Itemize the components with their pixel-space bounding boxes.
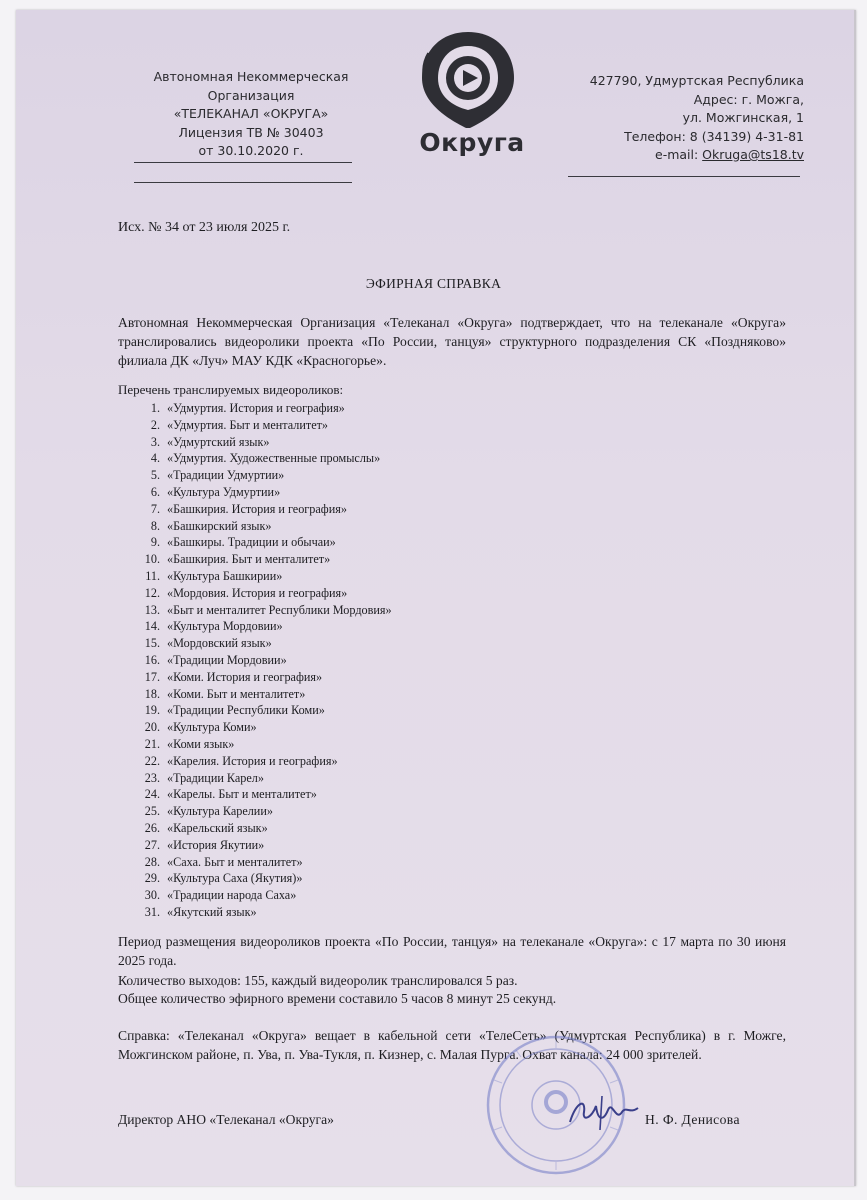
video-list-item [118,786,392,803]
video-number: 15. [144,636,160,651]
email-link[interactable]: Okruga@ts18.tv [702,147,804,162]
video-list-item [118,719,392,736]
org-line: от 30.10.2020 г. [198,143,304,158]
email-prefix: e-mail: [655,147,703,162]
contact-block [564,72,804,165]
video-number: 25. [144,804,160,819]
video-number: 1. [150,401,160,415]
video-list-item [118,467,392,484]
video-title: «Культура Мордовии» [167,619,283,634]
video-number: 12. [144,585,160,600]
video-list-item [118,450,392,467]
document-page [16,10,856,1186]
video-title: «Традиции Карел» [167,770,264,785]
video-title: «Традиции Республики Коми» [167,703,325,718]
video-title: «Традиции народа Саха» [167,888,297,903]
video-number: 11. [145,568,160,583]
video-title: «Якутский язык» [167,904,257,919]
video-title: «Мордовия. История и география» [167,585,348,600]
org-line: Автономная Некоммерческая [153,69,349,84]
video-list-item [118,417,392,434]
video-title: «Удмуртия. История и география» [167,401,345,415]
video-number: 30. [144,888,160,903]
video-list-item [118,803,392,820]
video-title: «Удмуртия. Художественные промыслы» [167,451,381,466]
video-list-item [118,602,392,619]
org-line: Организация [207,87,295,103]
video-number: 27. [144,837,160,852]
video-list-item [118,770,392,787]
count-line: Количество выходов: 155, каждый видеоролик транслировался 5 раз. [118,973,518,988]
video-list-item [118,501,392,518]
signature-icon [564,1092,644,1132]
video-number: 10. [144,552,160,567]
video-number: 7. [150,501,160,516]
video-list-item [118,400,392,417]
logo-text: Округа [419,128,525,157]
video-number: 26. [144,820,160,835]
address-line: ул. Можгинская, 1 [682,110,804,125]
video-number: 4. [150,451,160,466]
video-number: 17. [144,669,160,684]
video-number: 3. [150,434,160,449]
video-number: 21. [144,736,160,751]
address-line: 427790, Удмуртская Республика [589,73,804,88]
video-title: «Карелы. Быт и менталитет» [167,787,317,802]
video-list-item [118,652,392,669]
video-title: «Культура Башкирии» [167,568,283,583]
video-title: «Карельский язык» [167,820,268,835]
video-number: 5. [150,468,160,483]
divider-line [568,176,800,177]
video-list-item [118,702,392,719]
organization-block [136,68,366,161]
video-list-item [118,854,392,871]
period-paragraph: Период размещения видеороликов проекта «По России, танцуя» на телеканале «Округа»: с 17 марта по 30 июня 2025 года. [118,934,786,968]
video-number: 31. [144,904,160,919]
video-list-item [118,484,392,501]
video-title: «Культура Карелии» [167,804,273,819]
video-list-item [118,686,392,703]
video-list-item [118,618,392,635]
divider-line [134,162,352,163]
video-list-item [118,434,392,451]
video-list-item [118,551,392,568]
video-title: «Башкиры. Традиции и обычаи» [167,535,336,550]
video-title: «Мордовский язык» [167,636,272,651]
video-title: «Культура Удмуртии» [167,484,281,499]
video-number: 29. [144,871,160,886]
phone-line: Телефон: 8 (34139) 4-31-81 [624,128,804,144]
video-list-item [118,635,392,652]
signer-name: Н. Ф. Денисова [645,1112,740,1127]
video-list-item [118,904,392,921]
video-number: 14. [144,619,160,634]
video-number: 23. [144,770,160,785]
video-title: «Традиции Мордовии» [167,652,287,667]
page-title: ЭФИРНАЯ СПРАВКА [365,276,502,291]
org-line: «ТЕЛЕКАНАЛ «ОКРУГА» [173,106,329,121]
coverage-paragraph: Справка: «Телеканал «Округа» вещает в кабельной сети «ТелеСеть» (Удмуртская Республика) в г. Можге, Можгинском районе, п. Ува, п. Ува-Тукля, п. Кизнер, с. Малая Пурга. Охват канала: 24 000 зрителей. [118,1028,786,1062]
video-title: «Культура Саха (Якутия)» [167,871,303,886]
video-list-item [118,820,392,837]
video-title: «Коми. Быт и менталитет» [167,686,306,701]
video-title: «Удмуртский язык» [167,434,270,449]
video-list-item [118,870,392,887]
video-title: «Карелия. История и география» [167,753,338,768]
video-title: «Саха. Быт и менталитет» [167,854,303,869]
divider-line [134,182,352,183]
video-number: 28. [144,854,160,869]
video-number: 6. [150,484,160,499]
list-title: Перечень транслируемых видеороликов: [118,382,344,397]
address-line: Адрес: г. Можга, [693,91,804,107]
video-number: 18. [144,686,160,701]
video-list-item [118,669,392,686]
video-list-item [118,736,392,753]
video-title: «Башкирия. История и география» [167,501,347,516]
video-title: «Быт и менталитет Республики Мордовия» [167,602,392,617]
intro-paragraph: Автономная Некоммерческая Организация «Телеканал «Округа» подтверждает, что на телеканале «Округа» транслировались видеоролики проекта «По России, танцуя» структурного подразделения СК «Поздняково» филиала ДК «Луч» МАУ КДК «Красногорье». [118,315,786,368]
video-title: «Коми. История и география» [167,669,323,684]
video-title: «Культура Коми» [167,720,257,735]
video-number: 13. [144,602,160,617]
video-number: 16. [144,652,160,667]
video-list-item [118,837,392,854]
video-title: «Башкирский язык» [167,518,272,533]
video-number: 2. [150,417,160,432]
video-number: 8. [150,518,160,533]
airtime-line: Общее количество эфирного времени составило 5 часов 8 минут 25 секунд. [118,991,557,1006]
video-title: «История Якутии» [167,837,265,852]
video-list-item [118,568,392,585]
video-number: 19. [144,703,160,718]
video-title: «Традиции Удмуртии» [167,468,285,483]
video-list-item [118,887,392,904]
org-line: Лицензия ТВ № 30403 [178,124,324,140]
video-list-item [118,753,392,770]
email-line [564,146,804,165]
reference-number: Исх. № 34 от 23 июля 2025 г. [118,220,291,235]
video-list-item [118,518,392,535]
video-title: «Удмуртия. Быт и менталитет» [167,417,329,432]
video-number: 20. [144,720,160,735]
director-title: Директор АНО «Телеканал «Округа» [118,1112,334,1127]
video-number: 22. [144,753,160,768]
video-title: «Коми язык» [167,736,235,751]
video-title: «Башкирия. Быт и менталитет» [167,552,331,567]
video-list [118,400,392,921]
video-number: 9. [150,535,160,550]
video-list-item [118,534,392,551]
video-list-item [118,585,392,602]
video-number: 24. [144,787,160,802]
